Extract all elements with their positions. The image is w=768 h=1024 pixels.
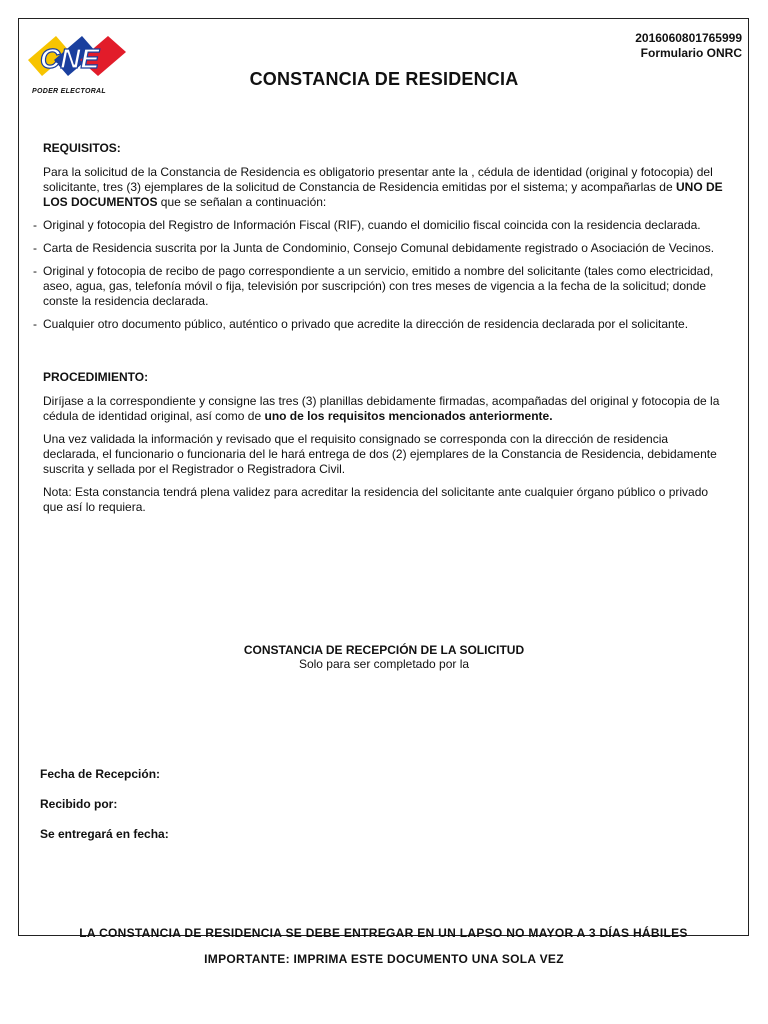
procedimiento-paragraph-1 — [43, 394, 727, 424]
procedimiento-heading: PROCEDIMIENTO: — [43, 370, 149, 384]
list-item-text: Original y fotocopia del Registro de Información Fiscal (RIF), cuando el domicilio fiscal coincida con la residencia declarada. — [43, 218, 701, 232]
document-body — [33, 141, 727, 523]
paragraph-text: Diríjase a la correspondiente y consigne las tres (3) planillas debidamente firmadas, acompañadas del original y fotocopia de la cédula de identidad original, así como de — [43, 394, 720, 423]
bullet-dash: - — [33, 218, 37, 232]
fecha-entrega-label: Se entregará en fecha: — [40, 827, 169, 841]
procedimiento-note: Nota: Esta constancia tendrá plena validez para acreditar la residencia del solicitante ante cualquier órgano público o privado que así lo requiera. — [43, 485, 709, 514]
receipt-section — [0, 643, 768, 671]
logo-text: CNE — [40, 43, 100, 74]
receipt-subtitle: Solo para ser completado por la — [298, 657, 470, 671]
receipt-title: CONSTANCIA DE RECEPCIÓN DE LA SOLICITUD — [243, 643, 525, 657]
receipt-fields — [40, 767, 169, 857]
list-item — [33, 241, 727, 256]
list-item — [33, 218, 727, 233]
document-number: 2016060801765999 — [635, 31, 742, 45]
requisitos-intro — [43, 165, 727, 210]
list-item-text: Cualquier otro documento público, auténtico o privado que acredite la dirección de residencia declarada por el solicitante. — [43, 317, 689, 331]
bullet-dash: - — [33, 317, 37, 331]
requisitos-heading: REQUISITOS: — [43, 141, 121, 155]
intro-text: Para la solicitud de la Constancia de Residencia es obligatorio presentar ante la , cédula de identidad (original y fotocopia) del solicitante, tres (3) ejemplares de la solicitud de Constancia de Residencia emitidas por el sistema; y acompañarlas de — [43, 165, 713, 194]
list-item-text: Carta de Residencia suscrita por la Junta de Condominio, Consejo Comunal debidamente registrado o Asociación de Vecinos. — [43, 241, 715, 255]
intro-text-end: que se señalan a continuación: — [157, 195, 327, 209]
section-spacer — [43, 340, 727, 370]
delivery-deadline-notice: LA CONSTANCIA DE RESIDENCIA SE DEBE ENTREGAR EN UN LAPSO NO MAYOR A 3 DÍAS HÁBILES — [79, 926, 688, 940]
page-title: CONSTANCIA DE RESIDENCIA — [249, 69, 519, 89]
list-item — [33, 264, 727, 309]
paragraph-bold-text: uno de los requisitos mencionados anteriormente. — [264, 409, 553, 423]
intro-bold-text: UNO DE LOS DOCUMENTOS — [43, 180, 723, 209]
logo-subtitle: PODER ELECTORAL — [32, 88, 106, 95]
document-identifier — [635, 31, 742, 61]
recibido-por-label: Recibido por: — [40, 797, 118, 811]
list-item — [33, 317, 727, 332]
fecha-recepcion-label: Fecha de Recepción: — [40, 767, 161, 781]
form-name: Formulario ONRC — [640, 46, 742, 60]
print-once-notice: IMPORTANTE: IMPRIMA ESTE DOCUMENTO UNA SOLA VEZ — [204, 952, 564, 966]
bullet-dash: - — [33, 241, 37, 255]
list-item-text: Original y fotocopia de recibo de pago correspondiente a un servicio, emitido a nombre del solicitante (tales como electricidad, aseo, agua, gas, telefonía móvil o fija, televisión por suscripción) con tres meses de vigencia a la fecha de la solicitud; donde conste la residencia declarada. — [43, 264, 714, 308]
procedimiento-paragraph-2: Una vez validada la información y revisado que el requisito consignado se corresponda con la dirección de residencia declarada, el funcionario o funcionaria del le hará entrega de dos (2) ejemplares de la Constancia de Residencia, debidamente suscrita y sellada por el Registrador o Registradora Civil. — [43, 432, 717, 476]
bullet-dash: - — [33, 264, 37, 278]
